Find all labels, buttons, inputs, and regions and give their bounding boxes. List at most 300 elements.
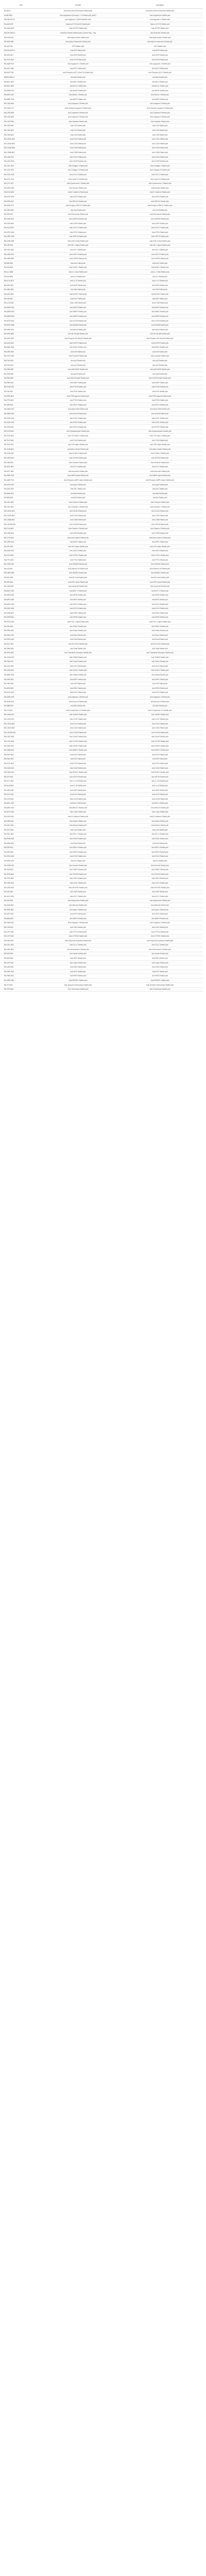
- product-code: RA-CTN-N01: [3, 536, 39, 540]
- product-description: Anti-CD45 Rabbit pAb: [117, 146, 203, 150]
- product-code: RA-SUR-N01: [3, 863, 39, 868]
- table-row: [3, 150, 203, 155]
- table-row: [3, 775, 203, 779]
- product-code: RA-BID-N01: [3, 496, 39, 500]
- product-code: RA-AFP-R1: [3, 44, 39, 49]
- table-row: [3, 987, 203, 992]
- product-name: Anti-Notch1 Rabbit pAb: [39, 823, 117, 828]
- product-name: Anti-alpha-SMA Rabbit pAb: [39, 407, 117, 412]
- table-row: [3, 137, 203, 142]
- product-code: RA-FOX-N01: [3, 553, 39, 558]
- product-description: Anti-BDNF Rabbit pAb: [117, 89, 203, 93]
- product-name: Anti-HSP70 Rabbit pAb: [39, 252, 117, 257]
- table-row: [3, 779, 203, 784]
- product-name: Anti-VEGFA Rabbit pAb: [39, 456, 117, 461]
- product-description: Anti-NOX4 Rabbit pAb: [117, 606, 203, 611]
- product-name: Anti-ACE2 Rabbit pAb: [39, 690, 117, 695]
- table-row: [3, 297, 203, 301]
- product-name: Anti-Ras Rabbit pAb: [39, 841, 117, 846]
- product-description: Anti-ICAM-1 Rabbit pAb: [117, 265, 203, 270]
- product-code: RA-FGF-N02: [3, 761, 39, 766]
- product-description: Anti-CD86 Rabbit pAb: [117, 518, 203, 522]
- product-description: Anti-CD44 Rabbit pAb: [117, 726, 203, 731]
- table-row: [3, 93, 203, 97]
- table-row: [3, 567, 203, 571]
- product-code: RA-NOX-N04: [3, 606, 39, 611]
- product-description: Anti-STAT3 Rabbit pAb: [117, 425, 203, 430]
- product-name: Anti-SOX2 Rabbit pAb: [39, 854, 117, 859]
- product-description: Anti-MFN2 Rabbit pAb: [117, 593, 203, 598]
- product-code: RA-CDC-N42: [3, 735, 39, 739]
- product-name: Anti-Ki67 Rabbit pAb: [39, 297, 117, 301]
- table-row: [3, 788, 203, 792]
- product-code: RA-P62-N62: [3, 376, 39, 381]
- product-description: Anti-eNOS Rabbit pAb: [117, 549, 203, 553]
- product-description: Anti-HIF-1 alpha Rabbit pAb: [117, 243, 203, 248]
- product-code: RA-KLF-N04: [3, 792, 39, 797]
- product-name: Anti-VEGFR2 Rabbit pAb: [39, 885, 117, 890]
- product-description: Anti-KLF4 Rabbit pAb: [117, 792, 203, 797]
- table-row: [3, 425, 203, 430]
- table-row: [3, 695, 203, 700]
- product-code: RA-APO-N01: [3, 482, 39, 487]
- table-row: [3, 947, 203, 952]
- product-name: Anti-p16 Rabbit pAb: [39, 359, 117, 363]
- product-name: Anti-beta-Actin Rabbit pAb: [39, 469, 117, 474]
- product-code: RA-CD45-N06: [3, 146, 39, 150]
- table-row: [3, 708, 203, 713]
- product-code: RA-PDL-N01: [3, 832, 39, 837]
- product-name: Anti-IL-6 Rabbit pAb: [39, 275, 117, 279]
- product-code: RA-NGF-N01: [3, 970, 39, 974]
- product-description: Anti-VDAC1 Rabbit pAb: [117, 668, 203, 673]
- product-name: Anti-E-Cadherin Rabbit pAb: [39, 190, 117, 195]
- table-row: [3, 819, 203, 824]
- product-code: RA-SOD-N01: [3, 416, 39, 421]
- product-description: Anti-Parkin Rabbit pAb: [117, 629, 203, 633]
- product-code: RA-HO1-N02: [3, 248, 39, 252]
- table-row: [3, 686, 203, 691]
- product-description: Anti-Src Rabbit pAb: [117, 859, 203, 863]
- table-row: [3, 57, 203, 62]
- product-description: Anti-Bak Rabbit pAb: [117, 492, 203, 496]
- table-row: [3, 682, 203, 686]
- product-name: Anti-CD4 Rabbit pAb: [39, 128, 117, 133]
- product-code: RA-TRA-N06: [3, 872, 39, 877]
- product-code: RA-ACC-N01: [3, 894, 39, 899]
- table-row: [3, 952, 203, 956]
- product-code: RA-CAS-N01: [3, 921, 39, 925]
- product-name: Anti-GRP78 Rabbit pAb: [39, 234, 117, 239]
- product-code: RA-ZEB-N01: [3, 686, 39, 691]
- product-description: Anti-IL-18 Rabbit pAb: [117, 784, 203, 788]
- product-code: RA-STA-N03: [3, 425, 39, 430]
- product-name: Anti-Aquaporin 1 Rabbit pAb: [39, 62, 117, 66]
- product-name: Anti-HDAC1 Rabbit pAb: [39, 770, 117, 775]
- product-code: RA-WNT-N01: [3, 673, 39, 677]
- product-description: Anti-Leptin Rabbit pAb: [117, 961, 203, 965]
- product-name: Anti-NeuN Rabbit pAb: [39, 328, 117, 332]
- product-name: Anti-Phospho-NF-kB p65 Rabbit pAb: [39, 336, 117, 341]
- product-name: Anti-GSK-3 beta Rabbit pAb: [39, 239, 117, 244]
- product-description: Anti-PCNA Rabbit pAb: [117, 385, 203, 389]
- product-name: Anti-JAK2 Rabbit pAb: [39, 788, 117, 792]
- table-row: [3, 79, 203, 84]
- product-description: Anti-ACE2 Rabbit pAb: [117, 690, 203, 695]
- table-row: [3, 815, 203, 819]
- product-description: Anti-TIMP1 Rabbit pAb: [117, 868, 203, 872]
- product-name: Anti-Iba1 Rabbit pAb: [39, 261, 117, 266]
- product-name: Anti-PERK Rabbit pAb: [39, 615, 117, 620]
- table-row: [3, 133, 203, 138]
- product-code: RA-CAL-N01: [3, 500, 39, 505]
- product-description: Anti-Vimentin Rabbit pAb: [117, 460, 203, 465]
- table-row: [3, 22, 203, 27]
- product-name: Anti-Hexokinase II Rabbit pAb: [39, 947, 117, 952]
- product-name: Anti-p38 MAPK Rabbit pAb: [39, 367, 117, 372]
- product-name: Anti-ATF4 Rabbit pAb: [39, 912, 117, 917]
- product-description: Anti-GCLC Rabbit pAb: [117, 943, 203, 947]
- product-name: Anti-Angiotensin (Pressor) / 1.5 Rabbit pAb (AMF): [39, 13, 117, 18]
- product-name: Anti-Wnt3a Rabbit pAb: [39, 673, 117, 677]
- product-description: Anti-AKT1 Rabbit pAb: [117, 66, 203, 71]
- product-description: Anti-Snail Rabbit pAb: [117, 646, 203, 651]
- product-name: Anti-PD-L1 Rabbit pAb: [39, 832, 117, 837]
- product-description: Anti-ApoE Rabbit pAb: [117, 482, 203, 487]
- product-name: Anti-Caspase-8 Rabbit pAb: [39, 111, 117, 115]
- product-description: Anti-Arginase-1 Rabbit pAb: [117, 695, 203, 700]
- product-name: Anti-ZO-1 Rabbit pAb: [39, 465, 117, 469]
- product-name: Anti-PTEN Rabbit pAb: [39, 398, 117, 403]
- product-code: RA-MYC-N01: [3, 810, 39, 815]
- product-description: Anti-Catalase Rabbit pAb: [117, 120, 203, 124]
- product-description: Anti-Arginase-1 Rabbit mAb: [117, 18, 203, 22]
- product-code: RA-FAS-N01: [3, 939, 39, 943]
- table-row: [3, 186, 203, 191]
- product-description: Anti-Occludin Rabbit pAb: [117, 354, 203, 359]
- product-code: RA-CAS-N09: [3, 115, 39, 120]
- product-description: Anti-GRP78 Rabbit pAb: [117, 234, 203, 239]
- product-name: Anti-LKB1 Rabbit pAb: [39, 965, 117, 970]
- product-description: Anti-IL-6 Rabbit pAb: [117, 275, 203, 279]
- product-description: Anti-CDK4 Rabbit pAb: [117, 155, 203, 160]
- product-code: RA-CD44-N01: [3, 726, 39, 731]
- product-name: Anti-PCNA Rabbit pAb: [39, 385, 117, 389]
- table-row: [3, 487, 203, 492]
- table-row: [3, 690, 203, 695]
- product-code: RA-ASC-N01: [3, 487, 39, 492]
- product-code: RA-MYD-N88: [3, 323, 39, 328]
- product-name: Anti-KEAP1 Rabbit pAb: [39, 292, 117, 297]
- product-description: Anti-c-Myc Rabbit pAb: [117, 810, 203, 815]
- table-row: [3, 66, 203, 71]
- product-code: RA-ACE-N02: [3, 690, 39, 695]
- product-code: RA-AMP-N01: [3, 473, 39, 478]
- product-description: Anti-HSP90 Rabbit pAb: [117, 257, 203, 261]
- product-description: Anti-PD-L1 Rabbit pAb: [117, 832, 203, 837]
- product-name: Anti-ULK1 Rabbit pAb: [39, 664, 117, 669]
- product-code: RA-FAS-N33: [3, 208, 39, 213]
- table-row: [3, 106, 203, 111]
- product-description: Anti-IL-1 beta Rabbit pAb: [117, 270, 203, 275]
- product-code: RA-PI3-N01: [3, 389, 39, 394]
- product-description: Anti-Phospho-AMPK alpha Rabbit pAb: [117, 478, 203, 483]
- product-name: Anti-EGFR Rabbit pAb: [39, 195, 117, 199]
- product-code: RA-PRK-N01: [3, 629, 39, 633]
- product-name: Anti-NF-kB p65 Rabbit pAb: [39, 332, 117, 336]
- product-code: IA-N9-RN3: [3, 13, 39, 18]
- product-code: RA-IL17-N01: [3, 779, 39, 784]
- product-code: RA-KI6-N67: [3, 297, 39, 301]
- product-description: Anti-CD20 Rabbit pAb: [117, 514, 203, 518]
- table-row: [3, 531, 203, 536]
- table-row: [3, 731, 203, 735]
- product-name: Anti-DRP1 Rabbit pAb: [39, 540, 117, 545]
- product-name: Anti-MMP2 Rabbit pAb: [39, 310, 117, 314]
- table-row: [3, 872, 203, 877]
- table-row: [3, 372, 203, 377]
- product-name: Anti-p21 Rabbit pAb: [39, 363, 117, 367]
- table-row: [3, 876, 203, 881]
- table-row: [3, 620, 203, 624]
- product-description: Anti-GSDMD Rabbit pAb: [117, 562, 203, 567]
- table-row: [3, 306, 203, 310]
- table-row: [3, 394, 203, 399]
- table-row: [3, 854, 203, 859]
- product-description: Anti-beta-Actin Rabbit pAb: [117, 469, 203, 474]
- product-code: RA-EIF-N01: [3, 545, 39, 549]
- product-name: Anti-JNK Rabbit pAb: [39, 287, 117, 292]
- product-description: Anti-Angiotensin Rabbit pAb: [117, 13, 203, 18]
- table-row: [3, 318, 203, 323]
- table-row: [3, 257, 203, 261]
- product-description: Anti-Tyrosine Hydroxylase Rabbit pAb: [117, 983, 203, 988]
- table-row: [3, 713, 203, 717]
- product-name: Anti-CD163 Rabbit pAb: [39, 731, 117, 735]
- product-name: Anti-Caspase-1 Rabbit pAb: [39, 921, 117, 925]
- table-row: [3, 336, 203, 341]
- product-code: RA-RAC-N01: [3, 633, 39, 638]
- product-name: Anti-CD45 Rabbit pAb: [39, 146, 117, 150]
- product-name: Anti-Caveolin-1 Rabbit pAb: [39, 504, 117, 509]
- product-name: Anti-Desmin Rabbit pAb: [39, 186, 117, 191]
- table-row: [3, 221, 203, 226]
- product-code: RA-NOX-N02: [3, 602, 39, 606]
- table-row: [3, 492, 203, 496]
- product-description: Anti-TOM20 Rabbit pAb: [117, 655, 203, 660]
- product-name: Anti-HIF-1 alpha Rabbit pAb: [39, 243, 117, 248]
- product-description: Anti-CXCR4 Rabbit pAb: [117, 739, 203, 744]
- product-description: Anti-Albumin Rabbit pAb: [117, 903, 203, 908]
- product-code: RA-ARG-N02: [3, 695, 39, 700]
- table-row: [3, 101, 203, 106]
- product-code: RA-FTH-N01: [3, 558, 39, 563]
- product-name: Anti-ERK1/2 Rabbit pAb: [39, 199, 117, 204]
- table-row: [3, 584, 203, 589]
- table-row: [3, 792, 203, 797]
- product-code: RA-SMA-N03: [3, 412, 39, 416]
- product-code: RA-GLU-R22: [3, 226, 39, 230]
- product-description: Anti-MEK1/2 Rabbit pAb: [117, 806, 203, 810]
- product-code: RA-MFN-N02: [3, 593, 39, 598]
- table-row: [3, 903, 203, 908]
- product-code: RA-IL18-N01: [3, 784, 39, 788]
- table-row: [3, 823, 203, 828]
- product-name: AFP Rabbit mAb: [39, 44, 117, 49]
- product-code: RA-GSK-N35: [3, 239, 39, 244]
- product-description: Anti-PPAR gamma Rabbit pAb: [117, 394, 203, 399]
- table-row: [3, 120, 203, 124]
- table-row: [3, 261, 203, 266]
- table-header-row: [3, 3, 203, 9]
- table-row: [3, 473, 203, 478]
- table-row: [3, 53, 203, 58]
- product-name: Anti-CD44 Rabbit pAb: [39, 726, 117, 731]
- product-code: RA-PGC-N01: [3, 620, 39, 624]
- product-code: RA-TFR-N01: [3, 651, 39, 655]
- product-code: RA-ACT-N01: [3, 469, 39, 474]
- table-row: [3, 655, 203, 660]
- product-code: RA-CYC-N14: [3, 177, 39, 181]
- product-name: Anti-NGF Rabbit pAb: [39, 970, 117, 974]
- product-name: Anti-MFN2 Rabbit pAb: [39, 593, 117, 598]
- product-name: Anti-Adiponectin Rabbit pAb: [39, 899, 117, 903]
- product-name: Anti-TOM20 Rabbit pAb: [39, 655, 117, 660]
- table-row: [3, 97, 203, 102]
- product-name: Anti-beta-Tubulin Rabbit pAb: [39, 447, 117, 452]
- product-name: Anti-HO-1 Rabbit pAb: [39, 248, 117, 252]
- product-code: RA-AZ4-N01: [3, 35, 39, 40]
- product-code: RA-ENO-N01: [3, 549, 39, 553]
- table-row: [3, 403, 203, 408]
- table-row: [3, 841, 203, 846]
- table-row: [3, 514, 203, 518]
- table-row: [3, 190, 203, 195]
- product-code: RA-SMA-N01: [3, 407, 39, 412]
- table-row: [3, 868, 203, 872]
- product-name: Anti-Bcl-xL Rabbit pAb: [39, 84, 117, 89]
- product-name: Anti-PKM2 Rabbit pAb: [39, 837, 117, 841]
- product-code: RA-CYP-N01: [3, 934, 39, 939]
- table-row: [3, 726, 203, 731]
- product-name: Anti-SLC7A11 Rabbit pAb: [39, 642, 117, 647]
- product-name: Anti-GCLC Rabbit pAb: [39, 943, 117, 947]
- product-code: RA-LAM-N01: [3, 584, 39, 589]
- product-name: Anti-Albumin Rabbit pAb: [39, 903, 117, 908]
- table-row: [3, 974, 203, 978]
- product-code: RA-CD20-N01: [3, 514, 39, 518]
- product-description: Anti-PTEN Rabbit pAb: [117, 398, 203, 403]
- product-name: Anti-CD11b Rabbit pAb: [39, 509, 117, 514]
- table-row: [3, 159, 203, 164]
- product-description: Anti-MMP9 Rabbit pAb: [117, 314, 203, 319]
- table-row: [3, 478, 203, 483]
- table-row: [3, 204, 203, 208]
- product-code: RA-IKK-N01: [3, 575, 39, 580]
- product-name: Anti-PPAR gamma Rabbit pAb: [39, 394, 117, 399]
- product-description: Anti-CPT1A Rabbit pAb: [117, 929, 203, 934]
- product-name: Anti-SREBP1 Rabbit pAb: [39, 978, 117, 983]
- product-name: Anti-IL-17A Rabbit pAb: [39, 779, 117, 784]
- product-name: Anti-BNIP3 Rabbit pAb: [39, 917, 117, 921]
- table-row: [3, 894, 203, 899]
- table-row: [3, 398, 203, 403]
- table-row: [3, 743, 203, 748]
- product-name: Anti-MEK1/2 Rabbit pAb: [39, 806, 117, 810]
- product-code: RA-PAR-N02: [3, 974, 39, 978]
- product-description: Anti-NQO1 Rabbit pAb: [117, 345, 203, 350]
- table-row: [3, 934, 203, 939]
- product-code: RA-EZH-N02: [3, 753, 39, 757]
- table-row: [3, 806, 203, 810]
- product-code: RA-DES-N18: [3, 186, 39, 191]
- product-code: RA-CD206-N01: [3, 522, 39, 527]
- product-name: Anti-Cyclin D1 Rabbit pAb: [39, 177, 117, 181]
- table-row: [3, 536, 203, 540]
- product-description: Anti-Caveolin-1 Rabbit pAb: [117, 504, 203, 509]
- product-code: RA-NEU-N01: [3, 328, 39, 332]
- product-description: Anti-IRE1 alpha Rabbit pAb: [117, 580, 203, 585]
- product-code: RA-COL-R03: [3, 168, 39, 173]
- product-name: Anti-PINK1 Rabbit pAb: [39, 624, 117, 629]
- table-row: [3, 354, 203, 359]
- product-table: [3, 3, 203, 992]
- product-code: RA-MCP-N01: [3, 589, 39, 594]
- product-code: RA-CD86-N01: [3, 518, 39, 522]
- product-code: RA-TWI-N01: [3, 659, 39, 664]
- product-code: RA-CD163-N01: [3, 731, 39, 735]
- table-row: [3, 704, 203, 708]
- product-name: Anti-MCP-1 Rabbit pAb: [39, 589, 117, 594]
- product-description: Anti-ERK1/2 Rabbit pAb: [117, 199, 203, 204]
- product-code: RA-AT6-N07: [3, 53, 39, 58]
- product-code: RA-CAS-C17: [3, 106, 39, 111]
- table-row: [3, 89, 203, 93]
- table-row: [3, 797, 203, 802]
- product-description: Anti-p21 Rabbit pAb: [117, 363, 203, 367]
- header-description: Description: [117, 3, 203, 9]
- product-code: RA-RHO-N01: [3, 637, 39, 642]
- product-name: Anti-Leptin Rabbit pAb: [39, 961, 117, 965]
- product-code: RAG03-APP-6: [3, 48, 39, 53]
- product-name: Anti-Claudin-1 Rabbit pAb: [39, 527, 117, 531]
- product-code: RA-COL-R01: [3, 164, 39, 168]
- product-description: Anti-FTH1 Rabbit pAb: [117, 558, 203, 563]
- table-row: [3, 651, 203, 655]
- product-description: Anti-Fibronectin Rabbit pAb: [117, 212, 203, 217]
- product-code: RA-BIM-N01: [3, 704, 39, 708]
- product-description: Anti-LKB1 Rabbit pAb: [117, 965, 203, 970]
- product-description: Anti-NGF Rabbit pAb: [117, 970, 203, 974]
- product-description: Anti-Survivin Rabbit pAb: [117, 863, 203, 868]
- table-row: [3, 899, 203, 903]
- table-row: [3, 983, 203, 988]
- product-code: RA-HDA-N01: [3, 770, 39, 775]
- product-name: Anti-Insulin Rabbit pAb: [39, 952, 117, 956]
- table-row: [3, 465, 203, 469]
- product-code: RA-GAP-N01: [3, 217, 39, 222]
- product-code: RA-SOD-N02: [3, 420, 39, 425]
- product-name: Anti-Histone H3 Rabbit pAb: [39, 567, 117, 571]
- product-description: Anti-ASC Rabbit pAb: [117, 487, 203, 492]
- table-row: [3, 770, 203, 775]
- product-code: RA-GFA-N04: [3, 221, 39, 226]
- table-body: [3, 9, 203, 992]
- table-row: [3, 939, 203, 943]
- product-description: Anti-Beclin 1 Rabbit pAb: [117, 93, 203, 97]
- product-name: Anti-beta-Catenin Rabbit pAb: [39, 536, 117, 540]
- table-row: [3, 234, 203, 239]
